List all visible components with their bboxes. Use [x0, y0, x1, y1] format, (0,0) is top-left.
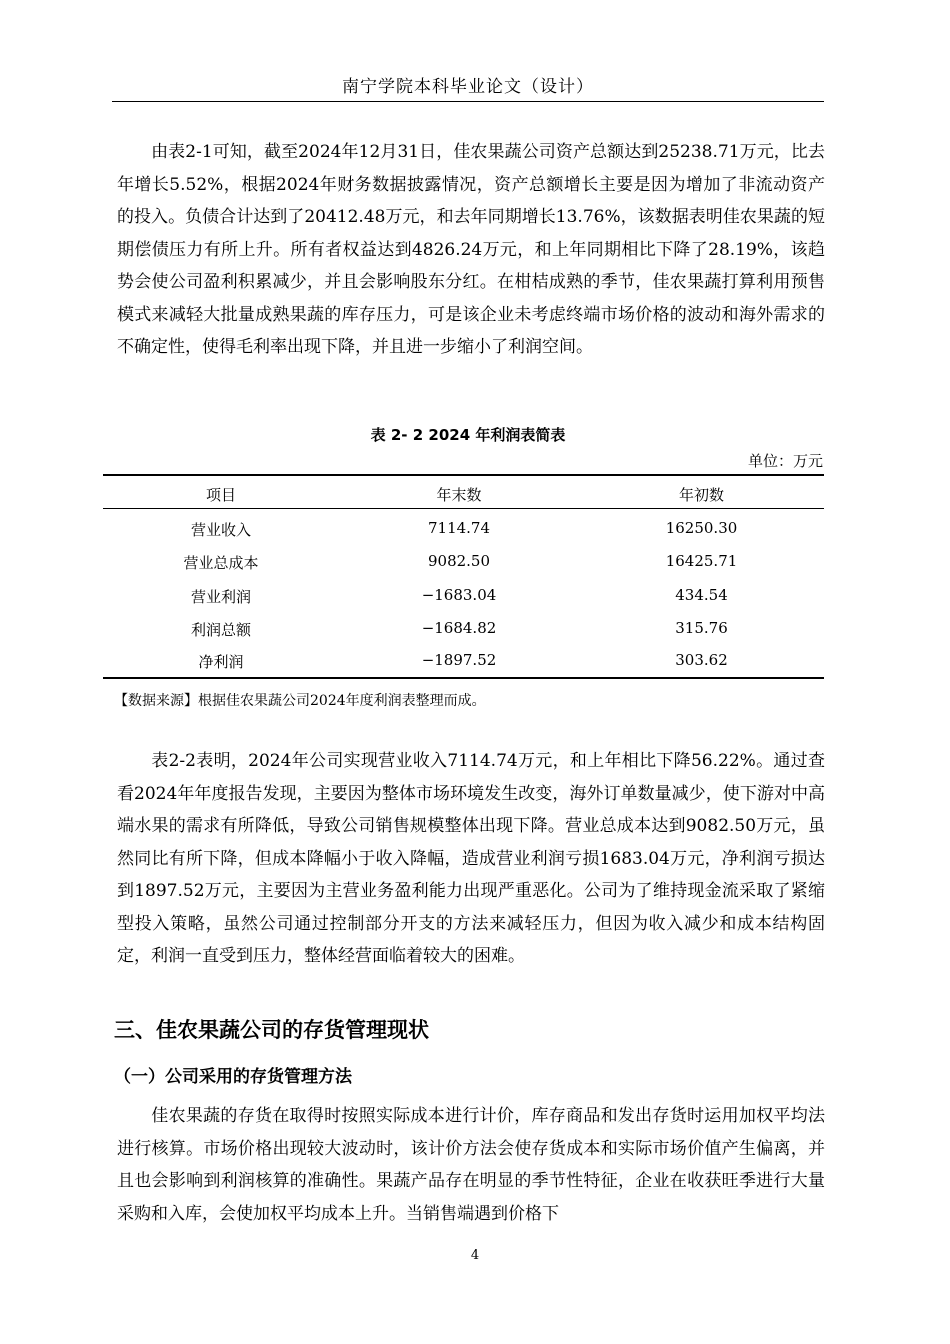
table-header-year-begin: 年初数: [678, 486, 724, 504]
paragraph-2-text: 表2-2表明，2024年公司实现营业收入7114.74万元，和上年相比下降56.22%。通过查看2024年年度报告发现，主要因为整体市场环境发生改变，海外订单数量减少，使下游对中高端水果的需求有所降低，导致公司销售规模整体出现下降。营业总成本达到9082.50万元，虽然同比有所下降，但成本降幅小于收入降幅，造成营业利润亏损1683.04万元，净利润亏损达到1897.52万元，主要因为主营业务盈利能力出现严重恶化。公司为了维持现金流采取了紧缩型投入策略，虽然公司通过控制部分开支的方法来减轻压力，但因为收入减少和成本结构固定，利润一直受到压力，整体经营面临着较大的困难。: [117, 751, 825, 966]
paragraph-1-text: 由表2-1可知，截至2024年12月31日，佳农果蔬公司资产总额达到25238.71万元，比去年增长5.52%，根据2024年财务数据披露情况，资产总额增长主要是因为增加了非流动资产的投入。负债合计达到了20412.48万元，和去年同期增长13.76%，该数据表明佳农果蔬的短期偿债压力有所上升。所有者权益达到4826.24万元，和上年同期相比下降了28.19%，该趋势会使公司盈利积累减少，并且会影响股东分红。在柑桔成熟的季节，佳农果蔬打算利用预售模式来减轻大批量成熟果蔬的库存压力，可是该企业未考虑终端市场价格的波动和海外需求的不确定性，使得毛利率出现下降，并且进一步缩小了利润空间。: [117, 142, 825, 357]
table-cell: 16425.71: [665, 552, 738, 570]
table-top-rule: [103, 474, 824, 476]
table-unit: 单位：万元: [747, 452, 823, 470]
table-cell: 营业利润: [190, 588, 251, 606]
table-cell: −1684.82: [421, 619, 497, 637]
table-cell: −1897.52: [421, 651, 497, 669]
table-header-rule: [103, 508, 824, 509]
table-cell: 434.54: [675, 586, 728, 604]
table-header-year-end: 年末数: [436, 486, 482, 504]
section-heading: 三、佳农果蔬公司的存货管理现状: [114, 1018, 429, 1042]
table-cell: 9082.50: [427, 552, 491, 570]
table-cell: 利润总额: [190, 621, 251, 639]
table-cell: 净利润: [198, 653, 244, 671]
table-cell: 7114.74: [427, 519, 491, 537]
running-header: 南宁学院本科毕业论文（设计）: [342, 77, 594, 97]
table-cell: −1683.04: [421, 586, 497, 604]
table-cell: 营业收入: [190, 521, 251, 539]
table-cell: 16250.30: [665, 519, 738, 537]
subsection-heading: （一）公司采用的存货管理方法: [114, 1067, 352, 1087]
paragraph-2: [117, 745, 825, 973]
table-header-item: 项目: [205, 486, 236, 504]
paragraph-3: [117, 1100, 825, 1230]
table-source-note: 【数据来源】根据佳农果蔬公司2024年度利润表整理而成。: [114, 693, 486, 709]
header-rule: [112, 101, 824, 102]
table-cell: 营业总成本: [183, 554, 259, 572]
table-cell: 315.76: [675, 619, 728, 637]
page-number: 4: [470, 1248, 480, 1263]
table-bottom-rule: [103, 677, 824, 679]
paragraph-3-text: 佳农果蔬的存货在取得时按照实际成本进行计价，库存商品和发出存货时运用加权平均法进行核算。市场价格出现较大波动时，该计价方法会使存货成本和实际市场价值产生偏离，并且也会影响到利润核算的准确性。果蔬产品存在明显的季节性特征，企业在收获旺季进行大量采购和入库，会使加权平均成本上升。当销售端遇到价格下: [117, 1106, 825, 1224]
table-cell: 303.62: [675, 651, 728, 669]
table-caption: 表 2- 2 2024 年利润表简表: [370, 426, 566, 444]
paragraph-1: [117, 136, 825, 364]
